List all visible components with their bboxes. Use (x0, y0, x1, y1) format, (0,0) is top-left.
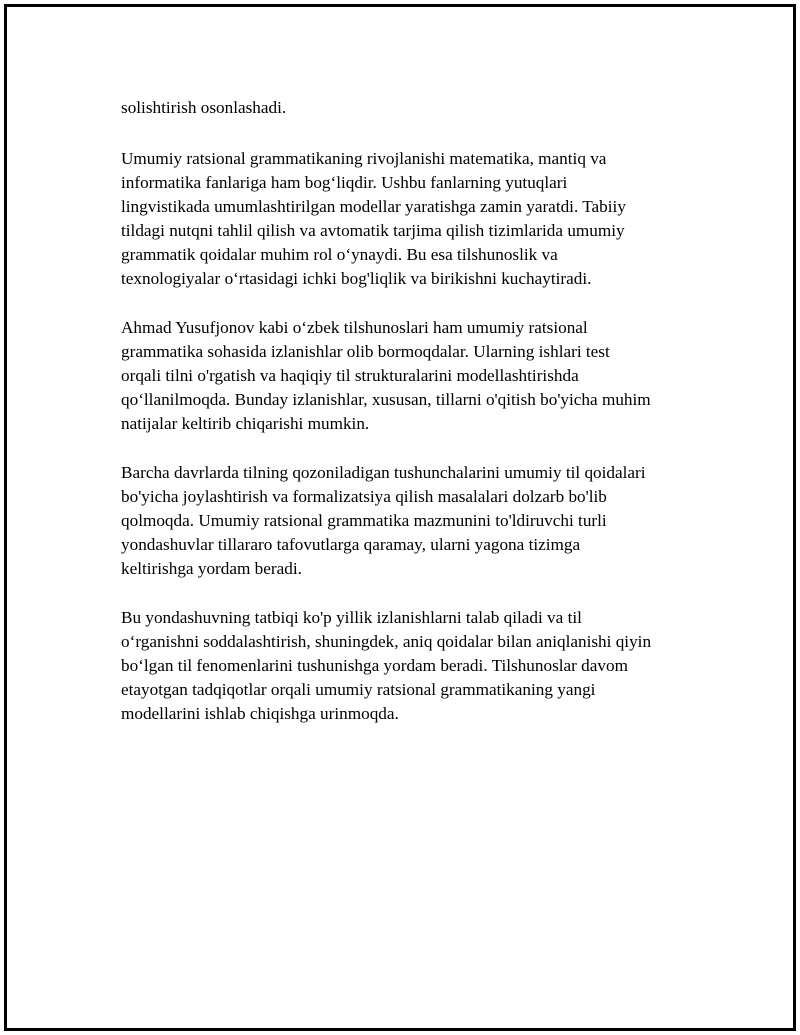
paragraph-5: Bu yondashuvning tatbiqi ko'p yillik izlanishlarni talab qiladi va til o‘rganishni soddalashtirish, shuningdek, aniq qoidalar bilan aniqlanishi qiyin bo‘lgan til fenomenlarini tushunishga yordam beradi. Tilshunoslar davom etayotgan tadqiqotlar orqali umumiy ratsional grammatikaning yangi modellarini ishlab chiqishga urinmoqda. (121, 608, 652, 723)
page-frame (4, 4, 796, 1031)
paragraph-2: Umumiy ratsional grammatikaning rivojlanishi matematika, mantiq va informatika fanlariga ham bog‘liqdir. Ushbu fanlarning yutuqlari lingvistikada umumlashtirilgan modellar yaratishga zamin yaratdi. Tabiiy tildagi nutqni tahlil qilish va avtomatik tarjima qilish tizimlarida umumiy grammatik qoidalar muhim rol o‘ynaydi. Bu esa tilshunoslik va texnologiyalar o‘rtasidagi ichki bog'liqlik va birikishni kuchaytiradi. (121, 149, 626, 288)
document-body (121, 96, 701, 751)
paragraph-1: solishtirish osonlashadi. (121, 98, 287, 117)
paragraph-4: Barcha davrlarda tilning qozoniladigan tushunchalarini umumiy til qoidalari bo'yicha joylashtirish va formalizatsiya qilish masalalari dolzarb bo'lib qolmoqda. Umumiy ratsional grammatika mazmunini to'ldiruvchi turli yondashuvlar tillararo tafovutlarga qaramay, ularni yagona tizimga keltirishga yordam beradi. (121, 463, 646, 578)
paragraph-3: Ahmad Yusufjonov kabi o‘zbek tilshunoslari ham umumiy ratsional grammatika sohasida izlanishlar olib bormoqdalar. Ularning ishlari test orqali tilni o'rgatish va haqiqiy til strukturalarini modellashtirishda qo‘llanilmoqda. Bunday izlanishlar, xususan, tillarni o'qitish bo'yicha muhim natijalar keltirib chiqarishi mumkin. (121, 318, 651, 433)
